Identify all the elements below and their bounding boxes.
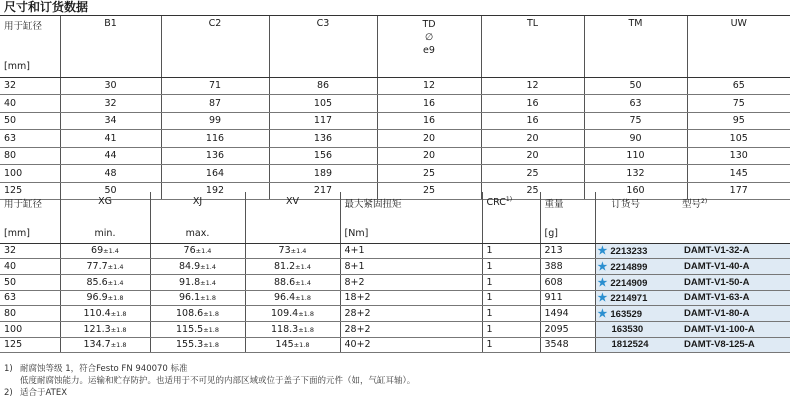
- cell-xg-tolerance: ±1.4: [103, 247, 119, 256]
- cell-uw: 95: [687, 112, 790, 130]
- cell-xj: [150, 321, 245, 337]
- footnotes: [4, 363, 415, 399]
- cell-xj-tolerance: ±1.8: [203, 310, 219, 319]
- subheader-xv-empty: [245, 224, 340, 243]
- header-weight: 重量: [540, 192, 595, 224]
- cell-c2: 87: [161, 95, 269, 113]
- subheader-order-empty: [595, 224, 678, 243]
- cell-weight: 2095: [540, 321, 595, 337]
- cell-xv: [245, 306, 340, 322]
- cell-xv-value: 145: [275, 339, 294, 351]
- cell-b1: 48: [60, 165, 161, 183]
- cell-xv: [245, 290, 340, 306]
- header-td-tolerance: e9: [423, 45, 435, 56]
- table-row: [0, 274, 790, 290]
- cell-xv-tolerance: ±1.8: [293, 341, 310, 350]
- cell-xv: [245, 337, 340, 353]
- cell-order-no: [595, 321, 678, 337]
- cell-torque: 28+2: [340, 321, 482, 337]
- cell-crc: 1: [482, 274, 540, 290]
- cell-xv-value: 118.3: [271, 323, 299, 335]
- table-row: [0, 243, 790, 259]
- dimensions-table: [0, 16, 790, 200]
- star-icon: ★: [597, 292, 608, 305]
- cell-c3: 189: [269, 165, 377, 183]
- order-number: 163529: [610, 309, 643, 321]
- cell-torque: 18+2: [340, 290, 482, 306]
- cell-xj-value: 115.5: [176, 323, 204, 335]
- cell-c2: 136: [161, 147, 269, 165]
- cell-td: 25: [377, 182, 481, 200]
- table-row: [0, 165, 790, 183]
- cell-torque: 28+2: [340, 306, 482, 322]
- cell-xv: [245, 321, 340, 337]
- cell-tm: 90: [584, 130, 687, 148]
- cell-xj-tolerance: ±1.4: [195, 247, 212, 256]
- cell-xj: [150, 290, 245, 306]
- cell-xj: [150, 274, 245, 290]
- header-type-footnote: 2): [701, 197, 708, 205]
- cell-xg: [60, 259, 150, 275]
- header-type-label: 型号: [682, 199, 702, 210]
- cell-xv-tolerance: ±1.8: [298, 325, 314, 334]
- cell-c3: 136: [269, 130, 377, 148]
- cell-order-no: [595, 337, 678, 353]
- cell-tm: 110: [584, 147, 687, 165]
- order-number: 2213233: [610, 246, 648, 258]
- cell-td: 16: [377, 112, 481, 130]
- cell-uw: 105: [687, 130, 790, 148]
- cell-bore: 63: [0, 130, 60, 148]
- cell-xg-value: 69: [91, 245, 104, 257]
- header-order-no: 订货号: [595, 192, 678, 224]
- cell-weight: 1494: [540, 306, 595, 322]
- cell-xg: [60, 306, 150, 322]
- cell-xj-value: 91.8: [179, 276, 201, 288]
- cell-td: 25: [377, 165, 481, 183]
- footnote-1: [4, 363, 415, 375]
- cell-crc: 1: [482, 243, 540, 259]
- header-td-label: TD: [422, 19, 436, 30]
- header-bore: 用于缸径: [4, 21, 43, 32]
- cell-crc: 1: [482, 321, 540, 337]
- cell-tl: 16: [481, 112, 584, 130]
- cell-xg-tolerance: ±1.8: [110, 325, 127, 334]
- cell-xj: [150, 259, 245, 275]
- cell-xg-value: 121.3: [83, 323, 111, 335]
- cell-c3: 86: [269, 77, 377, 95]
- cell-tm: 50: [584, 77, 687, 95]
- cell-tm: 75: [584, 112, 687, 130]
- header-bore-2: 用于缸径: [4, 199, 43, 210]
- cell-xg-tolerance: ±1.4: [107, 278, 124, 287]
- cell-tl: 12: [481, 77, 584, 95]
- cell-xj: [150, 243, 245, 259]
- cell-xv-tolerance: ±1.8: [295, 294, 311, 303]
- cell-bore: 80: [0, 306, 60, 322]
- cell-bore: 80: [0, 147, 60, 165]
- cell-xj-tolerance: ±1.4: [200, 263, 216, 272]
- table-row: [0, 306, 790, 322]
- cell-crc: 1: [482, 337, 540, 353]
- cell-xj-value: 84.9: [179, 261, 201, 273]
- star-icon: ★: [597, 308, 608, 321]
- cell-torque: 8+2: [340, 274, 482, 290]
- header-tl: TL: [481, 16, 584, 57]
- cell-order-no: [595, 306, 678, 322]
- order-number: 2214909: [610, 277, 648, 289]
- cell-xv: [245, 274, 340, 290]
- cell-order-no: [595, 243, 678, 259]
- cell-bore: 100: [0, 165, 60, 183]
- cell-xv-value: 109.4: [271, 308, 299, 320]
- cell-tm: 63: [584, 95, 687, 113]
- header-xg: XG: [60, 192, 150, 224]
- order-number: 163530: [611, 323, 644, 335]
- table1-unit-row: [0, 57, 790, 77]
- cell-b1: 50: [60, 182, 161, 200]
- cell-bore: 63: [0, 290, 60, 306]
- table-row: [0, 112, 790, 130]
- cell-type: DAMT-V1-50-A: [678, 274, 790, 290]
- cell-type: DAMT-V1-32-A: [678, 243, 790, 259]
- cell-tl: 16: [481, 95, 584, 113]
- cell-xv-value: 73: [278, 245, 291, 257]
- cell-c2: 192: [161, 182, 269, 200]
- table-row: [0, 290, 790, 306]
- table2-unit-row: [0, 224, 790, 243]
- cell-tl: 20: [481, 147, 584, 165]
- header-xv: XV: [245, 192, 340, 224]
- cell-tl: 25: [481, 165, 584, 183]
- cell-xv-value: 81.2: [274, 261, 296, 273]
- cell-weight: 911: [540, 290, 595, 306]
- header-tm: TM: [584, 16, 687, 57]
- cell-bore: 32: [0, 243, 60, 259]
- cell-bore: 40: [0, 95, 60, 113]
- cell-c3: 117: [269, 112, 377, 130]
- cell-xg-value: 134.7: [83, 339, 111, 351]
- footnote-1-marker: 1): [4, 364, 13, 374]
- cell-xg-tolerance: ±1.8: [110, 341, 127, 350]
- cell-xj-tolerance: ±1.4: [200, 278, 216, 287]
- star-icon: ★: [597, 276, 608, 289]
- cell-xg: [60, 274, 150, 290]
- order-table: [0, 192, 790, 353]
- star-icon: ★: [597, 245, 608, 258]
- cell-xg-value: 110.4: [83, 308, 111, 320]
- cell-c3: 217: [269, 182, 377, 200]
- cell-weight: 608: [540, 274, 595, 290]
- cell-bore: 125: [0, 337, 60, 353]
- cell-xg: [60, 290, 150, 306]
- cell-xv-tolerance: ±1.8: [298, 310, 314, 319]
- cell-tm: 132: [584, 165, 687, 183]
- cell-torque: 40+2: [340, 337, 482, 353]
- cell-weight: 213: [540, 243, 595, 259]
- cell-xj-tolerance: ±1.8: [203, 325, 219, 334]
- subheader-max: max.: [150, 224, 245, 243]
- cell-td: 12: [377, 77, 481, 95]
- cell-xv: [245, 259, 340, 275]
- table-row: [0, 147, 790, 165]
- table-row: [0, 130, 790, 148]
- cell-b1: 44: [60, 147, 161, 165]
- cell-type: DAMT-V8-125-A: [678, 337, 790, 353]
- cell-td: 16: [377, 95, 481, 113]
- footnote-2: [4, 387, 415, 399]
- cell-td: 20: [377, 130, 481, 148]
- cell-weight: 3548: [540, 337, 595, 353]
- order-number: 2214971: [610, 293, 648, 305]
- cell-b1: 32: [60, 95, 161, 113]
- cell-xj-value: 76: [183, 245, 196, 257]
- footnote-1-line-1: 耐腐蚀等级 1，符合Festo FN 940070 标准: [20, 364, 188, 374]
- footnote-1-line-2: 低度耐腐蚀能力。运输和贮存防护。也适用于不可见的内部区域或位于盖子下面的元件（如，气缸耳轴）。: [20, 376, 416, 386]
- cell-tm: 160: [584, 182, 687, 200]
- header-td-diameter: ∅: [424, 32, 434, 43]
- cell-bore: 32: [0, 77, 60, 95]
- cell-xv-value: 96.4: [274, 292, 296, 304]
- cell-xj-value: 108.6: [176, 308, 204, 320]
- unit-mm-2: [mm]: [0, 224, 60, 243]
- cell-xj-value: 155.3: [176, 339, 204, 351]
- cell-uw: 65: [687, 77, 790, 95]
- cell-uw: 75: [687, 95, 790, 113]
- cell-crc: 1: [482, 259, 540, 275]
- cell-bore: 50: [0, 112, 60, 130]
- cell-uw: 177: [687, 182, 790, 200]
- cell-weight: 388: [540, 259, 595, 275]
- header-b1: B1: [60, 16, 161, 57]
- cell-xv-tolerance: ±1.4: [295, 263, 311, 272]
- cell-bore: 40: [0, 259, 60, 275]
- cell-xg: [60, 243, 150, 259]
- cell-crc: 1: [482, 290, 540, 306]
- cell-bore: 50: [0, 274, 60, 290]
- table1-header-row: [0, 16, 790, 57]
- cell-order-no: [595, 259, 678, 275]
- cell-order-no: [595, 290, 678, 306]
- cell-crc: 1: [482, 306, 540, 322]
- cell-xj: [150, 337, 245, 353]
- header-crc-footnote: 1): [505, 196, 513, 203]
- cell-td: 20: [377, 147, 481, 165]
- table-row: [0, 259, 790, 275]
- cell-c3: 105: [269, 95, 377, 113]
- header-td: [377, 16, 481, 57]
- cell-b1: 30: [60, 77, 161, 95]
- cell-xv-tolerance: ±1.4: [290, 247, 307, 256]
- cell-tl: 25: [481, 182, 584, 200]
- table-row: [0, 95, 790, 113]
- cell-xj-tolerance: ±1.8: [200, 294, 216, 303]
- header-torque: 最大紧固扭矩: [340, 192, 482, 224]
- header-c2: C2: [161, 16, 269, 57]
- table2-header-row: [0, 192, 790, 224]
- unit-nm: [Nm]: [340, 224, 482, 243]
- cell-xg-value: 96.9: [86, 292, 108, 304]
- header-xj: XJ: [150, 192, 245, 224]
- cell-xg: [60, 321, 150, 337]
- cell-xj-tolerance: ±1.8: [203, 341, 219, 350]
- cell-torque: 8+1: [340, 259, 482, 275]
- subheader-type-empty: [678, 224, 790, 243]
- footnote-2-marker: 2): [4, 388, 13, 398]
- cell-xg: [60, 337, 150, 353]
- subheader-min: min.: [60, 224, 150, 243]
- page-title: 尺寸和订货数据: [4, 0, 89, 14]
- header-crc-label: CRC: [486, 197, 506, 209]
- cell-c2: 164: [161, 165, 269, 183]
- cell-xv-tolerance: ±1.4: [295, 278, 311, 287]
- cell-b1: 34: [60, 112, 161, 130]
- cell-xg-value: 85.6: [86, 276, 108, 288]
- cell-xv: [245, 243, 340, 259]
- cell-tl: 20: [481, 130, 584, 148]
- cell-type: DAMT-V1-63-A: [678, 290, 790, 306]
- footnote-1-continuation: [4, 375, 415, 387]
- cell-xg-value: 77.7: [86, 261, 108, 273]
- star-icon: ★: [597, 261, 608, 274]
- subheader-crc-empty: [482, 224, 540, 243]
- cell-xg-tolerance: ±1.8: [110, 310, 127, 319]
- table-row: [0, 337, 790, 353]
- cell-order-no: [595, 274, 678, 290]
- cell-c2: 116: [161, 130, 269, 148]
- cell-type: DAMT-V1-40-A: [678, 259, 790, 275]
- header-type: [678, 192, 790, 224]
- order-number: 2214899: [610, 262, 648, 274]
- cell-torque: 4+1: [340, 243, 482, 259]
- cell-bore: 125: [0, 182, 60, 200]
- unit-g: [g]: [540, 224, 595, 243]
- cell-c2: 99: [161, 112, 269, 130]
- cell-xj-value: 96.1: [179, 292, 201, 304]
- cell-type: DAMT-V1-100-A: [678, 321, 790, 337]
- cell-xg-tolerance: ±1.8: [107, 294, 124, 303]
- order-number: 1812524: [611, 339, 649, 351]
- cell-c3: 156: [269, 147, 377, 165]
- cell-uw: 130: [687, 147, 790, 165]
- cell-b1: 41: [60, 130, 161, 148]
- table-row: [0, 77, 790, 95]
- table-row: [0, 321, 790, 337]
- footnote-2-line-1: 适合于ATEX: [20, 388, 68, 398]
- unit-mm: [mm]: [0, 57, 60, 77]
- cell-uw: 145: [687, 165, 790, 183]
- header-c3: C3: [269, 16, 377, 57]
- cell-xg-tolerance: ±1.4: [107, 263, 124, 272]
- header-crc: [482, 192, 540, 224]
- cell-bore: 100: [0, 321, 60, 337]
- cell-xv-value: 88.6: [274, 276, 296, 288]
- cell-xj: [150, 306, 245, 322]
- cell-type: DAMT-V1-80-A: [678, 306, 790, 322]
- header-uw: UW: [687, 16, 790, 57]
- cell-c2: 71: [161, 77, 269, 95]
